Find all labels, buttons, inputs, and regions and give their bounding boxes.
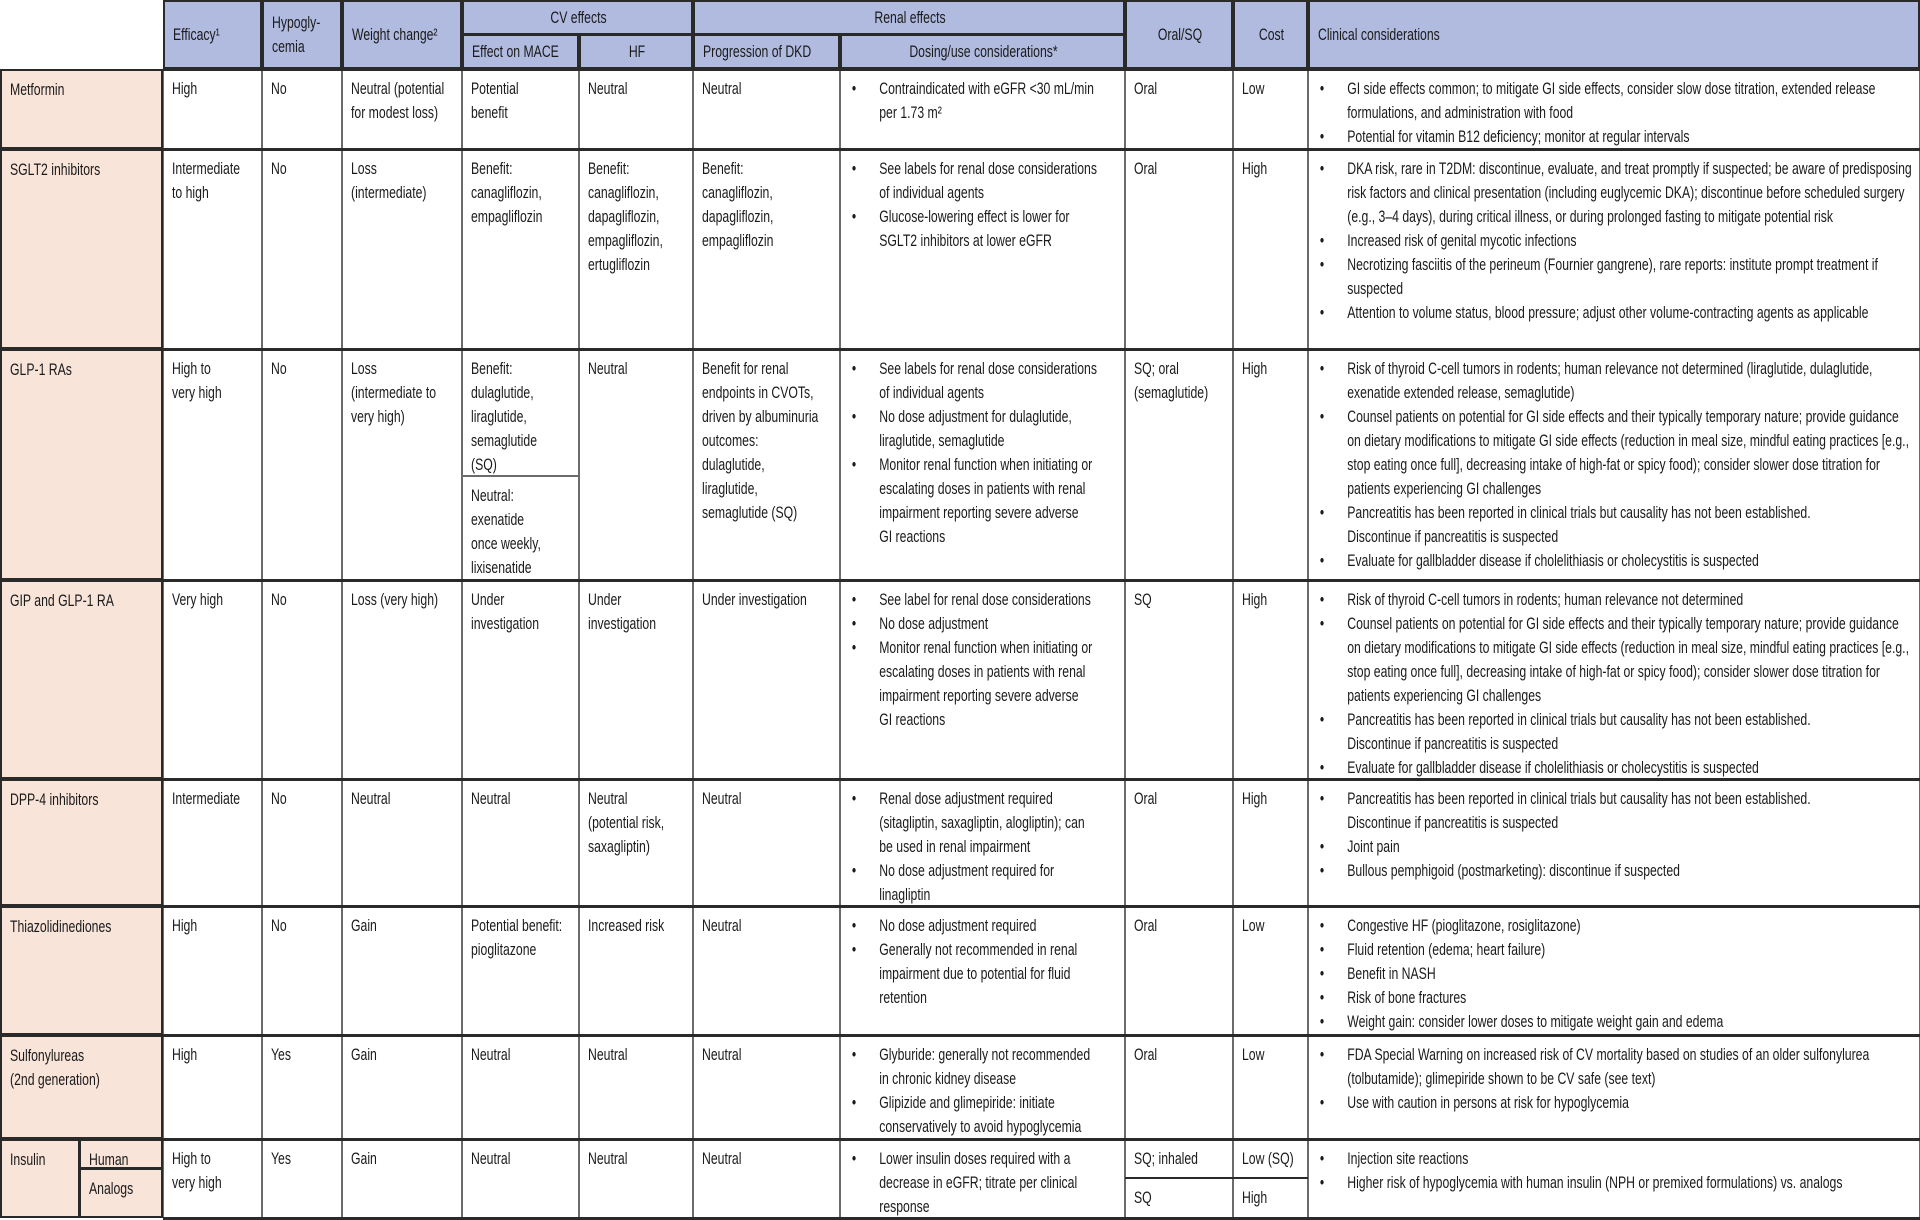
row-6-dkd-text: Neutral <box>702 1045 742 1064</box>
bullet-item: • Injection site reactions <box>1317 1147 1913 1171</box>
row-4-hypoglycemia-text: No <box>271 789 287 808</box>
row-1-weight-change-text: Loss (intermediate) <box>351 159 427 202</box>
row-7-hf-text: Neutral <box>588 1149 628 1168</box>
row-5-weight-change <box>342 906 462 1035</box>
bullet-item: • Evaluate for gallbladder disease if cholelithiasis or cholecystitis is suspected <box>1317 549 1913 573</box>
row-3-mace <box>462 580 579 779</box>
row-divider <box>1125 1177 1308 1179</box>
bullet-list <box>849 1147 1118 1218</box>
bullet-item: • Monitor renal function when initiating or escalating doses in patients with renal impairment reporting severe adverse GI reactions <box>849 636 1118 732</box>
header-effect-on-mace-text: Effect on MACE <box>472 41 559 61</box>
header-hf <box>579 34 693 69</box>
row-0-efficacy-text: High <box>172 79 198 98</box>
row-5-label-text: Thiazolidinediones <box>10 917 112 936</box>
row-0-label-text: Metformin <box>10 80 65 99</box>
row-0-efficacy <box>163 69 262 149</box>
row-7-weight-change-text: Gain <box>351 1149 377 1168</box>
row-5-hypoglycemia <box>262 906 342 1035</box>
row-4-cost <box>1233 779 1308 906</box>
header-hypoglycemia-text: Hypogly- cemia <box>272 12 321 56</box>
header-hf-text: HF <box>628 41 646 61</box>
row-4-hf-text: Neutral (potential risk, saxagliptin) <box>588 789 665 856</box>
row-0-dkd-text: Neutral <box>702 79 742 98</box>
row-7-route <box>1125 1139 1233 1178</box>
row-7-sublabel-human-text: Human <box>89 1150 129 1169</box>
row-6-efficacy-text: High <box>172 1045 198 1064</box>
row-2-weight-change <box>342 349 462 580</box>
row-2-cost <box>1233 349 1308 580</box>
bullet-item: • Potential for vitamin B12 deficiency; monitor at regular intervals <box>1317 125 1913 149</box>
row-divider <box>163 905 1920 908</box>
row-5-dosing <box>840 906 1125 1035</box>
bullet-list <box>849 914 1118 1010</box>
row-7-cost-secondary <box>1233 1178 1308 1218</box>
row-0-mace <box>462 69 579 149</box>
bullet-list <box>1317 588 1913 779</box>
row-divider <box>163 348 1920 351</box>
row-4-dkd-text: Neutral <box>702 789 742 808</box>
row-7-cost <box>1233 1139 1308 1178</box>
row-5-route <box>1125 906 1233 1035</box>
row-7-sublabel-analogs <box>79 1168 163 1218</box>
bullet-list <box>849 787 1118 906</box>
row-7-sublabel-analogs-text: Analogs <box>89 1179 134 1198</box>
bullet-item: • Congestive HF (pioglitazone, rosiglitazone) <box>1317 914 1913 938</box>
header-weight-change-text: Weight change² <box>352 24 438 44</box>
row-7-route-secondary-text: SQ <box>1134 1188 1152 1207</box>
bullet-item: • Risk of thyroid C-cell tumors in rodents; human relevance not determined (liraglutide, dulaglutide, exenatide extended release, semaglutide) <box>1317 357 1913 405</box>
header-efficacy <box>163 0 262 69</box>
header-cost-text: Cost <box>1258 24 1285 44</box>
row-3-clinical <box>1308 580 1920 779</box>
header-dosing-use-text: Dosing/use considerations* <box>909 41 1058 61</box>
row-2-route <box>1125 349 1233 580</box>
bullet-item: • No dose adjustment <box>849 612 1118 636</box>
header-progression-of-dkd-text: Progression of DKD <box>703 41 812 61</box>
row-7-cost-text: Low (SQ) <box>1242 1149 1294 1168</box>
row-3-efficacy-text: Very high <box>172 590 224 609</box>
bullet-item: • Pancreatitis has been reported in clinical trials but causality has not been established. Discontinue if pancreatitis is suspected <box>1317 708 1913 756</box>
row-4-clinical <box>1308 779 1920 906</box>
bullet-item: • Joint pain <box>1317 835 1913 859</box>
row-1-weight-change <box>342 149 462 349</box>
bullet-item: • No dose adjustment required for linagliptin <box>849 859 1118 906</box>
bullet-list <box>849 157 1118 253</box>
bullet-item: • Renal dose adjustment required (sitagliptin, saxagliptin, alogliptin); can be used in renal impairment <box>849 787 1118 859</box>
row-5-dkd-text: Neutral <box>702 916 742 935</box>
row-0-weight-change-text: Neutral (potential for modest loss) <box>351 79 445 122</box>
row-2-hf-text: Neutral <box>588 359 628 378</box>
row-4-efficacy <box>163 779 262 906</box>
bullet-item: • Risk of bone fractures <box>1317 986 1913 1010</box>
row-1-label <box>0 149 163 349</box>
row-6-mace <box>462 1035 579 1139</box>
row-7-cost-secondary-text: High <box>1242 1188 1268 1207</box>
row-4-route-text: Oral <box>1134 789 1158 808</box>
row-7-route-text: SQ; inhaled <box>1134 1149 1198 1168</box>
header-efficacy-text: Efficacy¹ <box>173 24 220 44</box>
row-6-dkd <box>693 1035 840 1139</box>
row-divider <box>163 68 1920 71</box>
header-progression-of-dkd <box>693 34 840 69</box>
row-6-hf-text: Neutral <box>588 1045 628 1064</box>
row-7-dkd-text: Neutral <box>702 1149 742 1168</box>
row-2-efficacy <box>163 349 262 580</box>
row-7-hf <box>579 1139 693 1218</box>
row-5-label <box>0 906 163 1035</box>
row-5-efficacy-text: High <box>172 916 198 935</box>
header-hypoglycemia <box>262 0 342 69</box>
row-6-hypoglycemia-text: Yes <box>271 1045 291 1064</box>
row-0-clinical-text <box>1317 77 1913 149</box>
row-0-route <box>1125 69 1233 149</box>
row-4-weight-change <box>342 779 462 906</box>
row-4-mace-text: Neutral <box>471 789 511 808</box>
bullet-item: • Generally not recommended in renal impairment due to potential for fluid retention <box>849 938 1118 1010</box>
row-2-hypoglycemia <box>262 349 342 580</box>
bullet-list <box>849 77 1118 125</box>
header-route-text: Oral/SQ <box>1157 24 1203 44</box>
header-weight-change <box>342 0 462 69</box>
row-4-hypoglycemia <box>262 779 342 906</box>
bullet-item: • FDA Special Warning on increased risk of CV mortality based on studies of an older sulfonylurea (tolbutamide); glimepiride shown to be CV safe (see text) <box>1317 1043 1913 1091</box>
row-1-dosing-text <box>849 157 1118 253</box>
row-5-clinical <box>1308 906 1920 1035</box>
bullet-item: • Higher risk of hypoglycemia with human insulin (NPH or premixed formulations) vs. analogs <box>1317 1171 1913 1195</box>
row-4-hf <box>579 779 693 906</box>
bullet-list <box>1317 787 1913 883</box>
bullet-item: • Contraindicated with eGFR <30 mL/min per 1.73 m² <box>849 77 1118 125</box>
row-6-dosing <box>840 1035 1125 1139</box>
row-7-mace-text: Neutral <box>471 1149 511 1168</box>
row-3-hf <box>579 580 693 779</box>
row-7-clinical-text <box>1317 1147 1913 1195</box>
row-0-hf-text: Neutral <box>588 79 628 98</box>
bullet-item: • No dose adjustment required <box>849 914 1118 938</box>
row-4-label <box>0 779 163 906</box>
row-0-hypoglycemia-text: No <box>271 79 287 98</box>
bullet-item: • Counsel patients on potential for GI side effects and their typically temporary nature; provide guidance on dietary modifications to mitigate GI side effects (reduction in meal size, mindful eating practices [e.g., stop eating once full], decreasing intake of high-fat or spicy food); consider slower dose titration for patients experiencing GI challenges <box>1317 612 1913 708</box>
row-1-route-text: Oral <box>1134 159 1158 178</box>
row-2-label-text: GLP-1 RAs <box>10 360 72 379</box>
row-6-dosing-text <box>849 1043 1118 1139</box>
row-3-route-text: SQ <box>1134 590 1152 609</box>
row-7-dosing <box>840 1139 1125 1218</box>
row-1-hf <box>579 149 693 349</box>
row-3-weight-change-text: Loss (very high) <box>351 590 439 609</box>
row-0-hypoglycemia <box>262 69 342 149</box>
row-4-clinical-text <box>1317 787 1913 883</box>
row-5-hypoglycemia-text: No <box>271 916 287 935</box>
bullet-list <box>1317 357 1913 573</box>
bullet-list <box>1317 77 1913 149</box>
row-3-label-text: GIP and GLP-1 RA <box>10 591 114 610</box>
row-5-clinical-text <box>1317 914 1913 1034</box>
row-6-clinical <box>1308 1035 1920 1139</box>
row-3-cost-text: High <box>1242 590 1268 609</box>
row-3-weight-change <box>342 580 462 779</box>
row-1-mace <box>462 149 579 349</box>
header-cost <box>1233 0 1308 69</box>
row-0-dosing-text <box>849 77 1118 125</box>
row-6-label-text: Sulfonylureas (2nd generation) <box>10 1046 100 1089</box>
bullet-item: • Necrotizing fasciitis of the perineum (Fournier gangrene), rare reports: institute prompt treatment if suspected <box>1317 253 1913 301</box>
bullet-list <box>1317 1043 1913 1115</box>
row-0-dosing <box>840 69 1125 149</box>
row-6-clinical-text <box>1317 1043 1913 1115</box>
row-2-dosing <box>840 349 1125 580</box>
bullet-item: • Glucose-lowering effect is lower for SGLT2 inhibitors at lower eGFR <box>849 205 1118 253</box>
bullet-item: • No dose adjustment for dulaglutide, liraglutide, semaglutide <box>849 405 1118 453</box>
row-6-route-text: Oral <box>1134 1045 1158 1064</box>
row-1-efficacy <box>163 149 262 349</box>
row-0-route-text: Oral <box>1134 79 1158 98</box>
header-clinical-considerations-text: Clinical considerations <box>1318 24 1440 44</box>
row-2-hf <box>579 349 693 580</box>
row-5-dosing-text <box>849 914 1118 1010</box>
row-3-dosing-text <box>849 588 1118 732</box>
header-route <box>1125 0 1233 69</box>
row-6-hf <box>579 1035 693 1139</box>
row-3-clinical-text <box>1317 588 1913 779</box>
row-5-dkd <box>693 906 840 1035</box>
row-1-cost-text: High <box>1242 159 1268 178</box>
row-divider <box>163 1138 1920 1141</box>
bullet-item: • Monitor renal function when initiating or escalating doses in patients with renal impairment reporting severe adverse GI reactions <box>849 453 1118 549</box>
row-7-efficacy <box>163 1139 262 1218</box>
bullet-item: • Benefit in NASH <box>1317 962 1913 986</box>
row-5-mace-text: Potential benefit: pioglitazone <box>471 916 563 959</box>
header-dosing-use <box>840 34 1125 69</box>
row-1-dkd <box>693 149 840 349</box>
bullet-item: • Attention to volume status, blood pressure; adjust other volume-contracting agents as applicable <box>1317 301 1913 325</box>
row-2-route-text: SQ; oral (semaglutide) <box>1134 359 1209 402</box>
row-3-label <box>0 580 163 779</box>
row-divider <box>163 148 1920 151</box>
row-2-hypoglycemia-text: No <box>271 359 287 378</box>
row-7-dosing-text <box>849 1147 1118 1218</box>
row-5-efficacy <box>163 906 262 1035</box>
row-6-hypoglycemia <box>262 1035 342 1139</box>
row-2-efficacy-text: High to very high <box>172 359 222 402</box>
row-1-clinical <box>1308 149 1920 349</box>
row-7-clinical <box>1308 1139 1920 1218</box>
bullet-item: • Fluid retention (edema; heart failure) <box>1317 938 1913 962</box>
row-0-cost <box>1233 69 1308 149</box>
row-1-dkd-text: Benefit: canagliflozin, dapagliflozin, empagliflozin <box>702 159 774 250</box>
header-effect-on-mace <box>462 34 579 69</box>
bullet-list <box>849 1043 1118 1139</box>
row-5-hf <box>579 906 693 1035</box>
bullet-item: • Evaluate for gallbladder disease if cholelithiasis or cholecystitis is suspected <box>1317 756 1913 779</box>
row-3-hf-text: Under investigation <box>588 590 657 633</box>
row-7-efficacy-text: High to very high <box>172 1149 222 1192</box>
row-6-weight-change <box>342 1035 462 1139</box>
row-4-mace <box>462 779 579 906</box>
row-2-dkd-text: Benefit for renal endpoints in CVOTs, driven by albuminuria outcomes: dulaglutide, liraglutide, semaglutide (SQ) <box>702 359 819 522</box>
row-0-cost-text: Low <box>1242 79 1265 98</box>
row-3-cost <box>1233 580 1308 779</box>
bullet-item: • Counsel patients on potential for GI side effects and their typically temporary nature; provide guidance on dietary modifications to mitigate GI side effects (reduction in meal size, mindful eating practices [e.g., stop eating once full], decreasing intake of high-fat or spicy food); consider slower dose titration for patients experiencing GI challenges <box>1317 405 1913 501</box>
row-6-label <box>0 1035 163 1139</box>
row-2-mace <box>462 349 579 476</box>
row-7-weight-change <box>342 1139 462 1218</box>
row-2-clinical-text <box>1317 357 1913 573</box>
row-5-cost <box>1233 906 1308 1035</box>
row-4-dosing <box>840 779 1125 906</box>
bullet-item: • Pancreatitis has been reported in clinical trials but causality has not been established. Discontinue if pancreatitis is suspected <box>1317 787 1913 835</box>
row-3-dkd-text: Under investigation <box>702 590 807 609</box>
row-4-weight-change-text: Neutral <box>351 789 391 808</box>
row-1-label-text: SGLT2 inhibitors <box>10 160 101 179</box>
bullet-item: • Increased risk of genital mycotic infections <box>1317 229 1913 253</box>
row-3-mace-text: Under investigation <box>471 590 540 633</box>
bullet-item: • Glyburide: generally not recommended in chronic kidney disease <box>849 1043 1118 1091</box>
row-1-dosing <box>840 149 1125 349</box>
row-5-mace <box>462 906 579 1035</box>
bullet-list <box>1317 1147 1913 1195</box>
header-renal-effects-text: Renal effects <box>874 7 946 27</box>
row-2-mace-secondary-text: Neutral: exenatide once weekly, lixisenatide <box>471 486 541 577</box>
row-divider <box>163 579 1920 582</box>
row-6-cost <box>1233 1035 1308 1139</box>
row-4-dosing-text <box>849 787 1118 906</box>
bullet-list <box>849 588 1118 732</box>
row-0-weight-change <box>342 69 462 149</box>
row-2-mace-secondary <box>462 476 579 580</box>
row-6-route <box>1125 1035 1233 1139</box>
row-2-mace-text: Benefit: dulaglutide, liraglutide, semaglutide (SQ) <box>471 359 538 474</box>
bullet-item: • Weight gain: consider lower doses to mitigate weight gain and edema <box>1317 1010 1913 1034</box>
row-divider <box>163 778 1920 781</box>
row-2-dkd <box>693 349 840 580</box>
row-1-hypoglycemia-text: No <box>271 159 287 178</box>
row-0-mace-text: Potential benefit <box>471 79 519 122</box>
header-clinical-considerations <box>1308 0 1920 69</box>
row-4-route <box>1125 779 1233 906</box>
row-2-dosing-text <box>849 357 1118 549</box>
row-0-hf <box>579 69 693 149</box>
row-1-mace-text: Benefit: canagliflozin, empagliflozin <box>471 159 543 226</box>
row-7-mace <box>462 1139 579 1218</box>
bullet-item: • See label for renal dose considerations <box>849 588 1118 612</box>
row-2-weight-change-text: Loss (intermediate to very high) <box>351 359 437 426</box>
bullet-item: • Bullous pemphigoid (postmarketing): discontinue if suspected <box>1317 859 1913 883</box>
header-cv-effects-text: CV effects <box>550 7 607 27</box>
row-0-clinical <box>1308 69 1920 149</box>
header-renal-effects <box>693 0 1125 35</box>
bullet-item: • Risk of thyroid C-cell tumors in rodents; human relevance not determined <box>1317 588 1913 612</box>
row-5-weight-change-text: Gain <box>351 916 377 935</box>
row-4-efficacy-text: Intermediate <box>172 789 241 808</box>
row-1-cost <box>1233 149 1308 349</box>
row-0-dkd <box>693 69 840 149</box>
row-4-cost-text: High <box>1242 789 1268 808</box>
row-5-cost-text: Low <box>1242 916 1265 935</box>
bullet-item: • GI side effects common; to mitigate GI side effects, consider slow dose titration, extended release formulations, and administration with food <box>1317 77 1913 125</box>
row-6-efficacy <box>163 1035 262 1139</box>
bullet-item: • Use with caution in persons at risk for hypoglycemia <box>1317 1091 1913 1115</box>
row-2-clinical <box>1308 349 1920 580</box>
row-7-hypoglycemia <box>262 1139 342 1218</box>
row-6-cost-text: Low <box>1242 1045 1265 1064</box>
row-0-label <box>0 69 163 149</box>
row-7-hypoglycemia-text: Yes <box>271 1149 291 1168</box>
row-3-hypoglycemia <box>262 580 342 779</box>
row-7-label <box>0 1139 80 1218</box>
bullet-item: • Pancreatitis has been reported in clinical trials but causality has not been established. Discontinue if pancreatitis is suspected <box>1317 501 1913 549</box>
row-3-dosing <box>840 580 1125 779</box>
row-4-label-text: DPP-4 inhibitors <box>10 790 99 809</box>
bullet-item: • Lower insulin doses required with a decrease in eGFR; titrate per clinical response <box>849 1147 1118 1218</box>
row-1-hypoglycemia <box>262 149 342 349</box>
row-1-efficacy-text: Intermediate to high <box>172 159 241 202</box>
bullet-item: • Glipizide and glimepiride: initiate conservatively to avoid hypoglycemia <box>849 1091 1118 1139</box>
row-1-route <box>1125 149 1233 349</box>
row-divider <box>163 1034 1920 1037</box>
row-1-hf-text: Benefit: canagliflozin, dapagliflozin, empagliflozin, ertugliflozin <box>588 159 663 274</box>
row-3-efficacy <box>163 580 262 779</box>
bullet-list <box>1317 157 1913 325</box>
row-5-route-text: Oral <box>1134 916 1158 935</box>
bullet-list <box>849 357 1118 549</box>
row-2-label <box>0 349 163 580</box>
row-2-cost-text: High <box>1242 359 1268 378</box>
bullet-list <box>1317 914 1913 1034</box>
bullet-item: • See labels for renal dose considerations of individual agents <box>849 157 1118 205</box>
row-3-dkd <box>693 580 840 779</box>
bullet-item: • DKA risk, rare in T2DM: discontinue, evaluate, and treat promptly if suspected; be aware of predisposing risk factors and clinical presentation (including euglycemic DKA); discontinue before scheduled surgery (e.g., 3–4 days), during critical illness, or during prolonged fasting to mitigate potential risk <box>1317 157 1913 229</box>
row-7-label-text: Insulin <box>10 1150 46 1169</box>
header-cv-effects <box>462 0 693 35</box>
row-3-hypoglycemia-text: No <box>271 590 287 609</box>
row-4-dkd <box>693 779 840 906</box>
row-7-dkd <box>693 1139 840 1218</box>
row-6-mace-text: Neutral <box>471 1045 511 1064</box>
row-6-weight-change-text: Gain <box>351 1045 377 1064</box>
row-1-clinical-text <box>1317 157 1913 325</box>
row-7-route-secondary <box>1125 1178 1233 1218</box>
bullet-item: • See labels for renal dose considerations of individual agents <box>849 357 1118 405</box>
row-7-sublabel-human <box>79 1139 163 1169</box>
row-3-route <box>1125 580 1233 779</box>
row-5-hf-text: Increased risk <box>588 916 665 935</box>
